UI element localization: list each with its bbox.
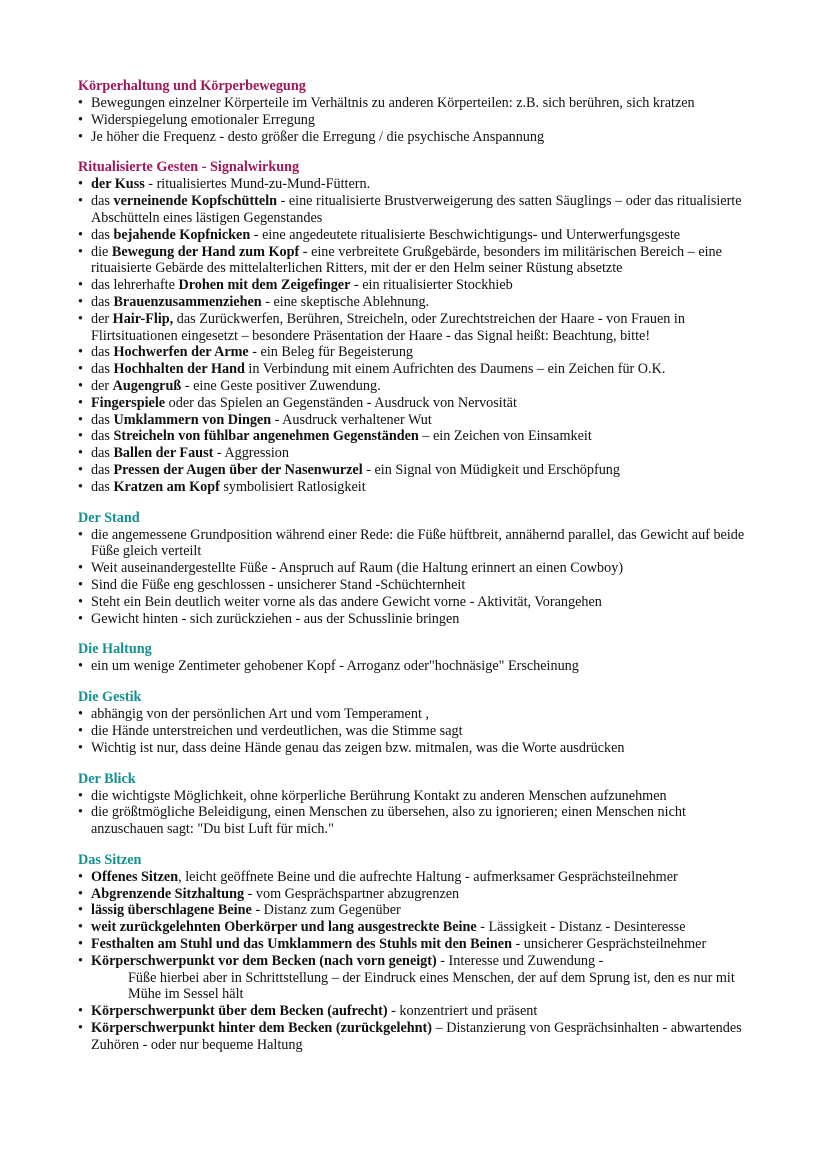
list-item: [78, 740, 750, 757]
item-text: Widerspiegelung emotionaler Erregung: [91, 111, 315, 128]
item-text: - eine angedeutete ritualisierte Beschwichtigungs- und Unterwerfungsgeste: [250, 226, 681, 243]
list-item: [78, 869, 750, 886]
item-text: der: [91, 310, 113, 327]
item-text: das: [91, 411, 114, 428]
item-text: - Interesse und Zuwendung -: [436, 952, 604, 969]
item-text: - ein Signal von Müdigkeit und Erschöpfung: [362, 461, 620, 478]
section: [78, 852, 750, 1054]
list-item: [78, 445, 750, 462]
list-item: [78, 919, 750, 936]
list-item: [78, 311, 750, 345]
bold-term: Offenes Sitzen: [91, 868, 179, 885]
item-text: das: [91, 478, 114, 495]
list-item: [78, 594, 750, 611]
section: [78, 159, 750, 495]
list-item: [78, 953, 750, 970]
item-text: symbolisiert Ratlosigkeit: [219, 478, 366, 495]
list-item: [78, 560, 750, 577]
item-text: Gewicht hinten - sich zurückziehen - aus der Schusslinie bringen: [91, 610, 460, 627]
item-text: ein um wenige Zentimeter gehobener Kopf - Arroganz oder"hochnäsige" Erscheinung: [91, 658, 579, 675]
item-text: die größtmögliche Beleidigung, einen Menschen zu übersehen, also zu ignorieren; einen Menschen nicht anzuschauen sagt: "Du bist Luft für mich.": [91, 804, 686, 838]
section-heading: Ritualisierte Gesten - Signalwirkung: [78, 159, 300, 176]
item-text: oder das Spielen an Gegenständen - Ausdruck von Nervosität: [165, 394, 517, 411]
list-item: [78, 804, 750, 838]
item-text: die Hände unterstreichen und verdeutlichen, was die Stimme sagt: [91, 722, 463, 739]
item-text: Sind die Füße eng geschlossen - unsicherer Stand -Schüchternheit: [91, 576, 466, 593]
item-text: - eine Geste positiver Zuwendung.: [181, 377, 381, 394]
bold-term: Pressen der Augen über der Nasenwurzel: [113, 461, 363, 478]
item-text: - Distanz zum Gegenüber: [251, 902, 401, 919]
item-text: Bewegungen einzelner Körperteile im Verhältnis zu anderen Körperteilen: z.B. sich berühren, sich kratzen: [91, 95, 695, 111]
item-text: Wichtig ist nur, dass deine Hände genau das zeigen bzw. mitmalen, was die Worte ausdrücken: [91, 739, 625, 756]
list-item: [78, 193, 750, 227]
item-text: das: [91, 361, 114, 378]
list-item: [78, 112, 750, 129]
bold-term: Festhalten am Stuhl und das Umklammern des Stuhls mit den Beinen: [91, 936, 512, 953]
bold-term: Ballen der Faust: [113, 445, 214, 462]
bold-term: weit zurückgelehnten Oberkörper und lang ausgestreckte Beine: [91, 919, 477, 936]
item-text: Weit auseinandergestellte Füße - Anspruch auf Raum (die Haltung erinnert an einen Cowboy): [91, 560, 624, 577]
bullet-list: [78, 176, 750, 495]
list-item: [78, 527, 750, 561]
section-heading: Das Sitzen: [78, 851, 142, 868]
item-text: Füße hierbei aber in Schrittstellung – der Eindruck eines Menschen, der auf dem Sprung ist, den es nur mit Mühe im Sessel hält: [128, 969, 735, 1003]
section-heading: Der Stand: [78, 509, 140, 526]
item-text: die: [91, 243, 112, 260]
item-text: - konzentriert und präsent: [387, 1003, 538, 1020]
item-text: das: [91, 344, 114, 361]
item-text: , leicht geöffnete Beine und die aufrechte Haltung - aufmerksamer Gesprächsteilnehmer: [178, 868, 678, 885]
item-text: - ritualisiertes Mund-zu-Mund-Füttern.: [144, 176, 371, 193]
item-text: - vom Gesprächspartner abzugrenzen: [244, 885, 460, 902]
list-item: [78, 361, 750, 378]
bold-term: Körperschwerpunkt hinter dem Becken (zurückgelehnt): [91, 1020, 433, 1037]
bold-term: Umklammern von Dingen: [113, 411, 272, 428]
item-text: - Lässigkeit - Distanz - Desinteresse: [476, 919, 686, 936]
section-heading: Der Blick: [78, 770, 136, 787]
bullet-list: [78, 869, 750, 1054]
list-item: [78, 936, 750, 953]
bold-term: Brauenzusammenziehen: [113, 293, 262, 310]
bold-term: Hochwerfen der Arme: [113, 344, 249, 361]
item-text: die wichtigste Möglichkeit, ohne körperliche Berührung Kontakt zu anderen Menschen aufzunehmen: [91, 787, 667, 804]
list-item: [78, 706, 750, 723]
bold-term: bejahende Kopfnicken: [113, 226, 251, 243]
bullet-list: [78, 788, 750, 838]
bold-term: Hair-Flip,: [112, 310, 174, 327]
bullet-list: [78, 706, 750, 756]
item-text: die angemessene Grundposition während einer Rede: die Füße hüftbreit, annähernd parallel, das Gewicht auf beide Füße gleich verteilt: [91, 526, 745, 560]
section: [78, 689, 750, 756]
list-item: [78, 129, 750, 146]
list-item: [78, 479, 750, 496]
bold-term: Bewegung der Hand zum Kopf: [111, 243, 300, 260]
list-item: [78, 577, 750, 594]
list-item: [78, 95, 750, 112]
item-text: das: [91, 428, 114, 445]
item-text: - eine verbreitete Grußgebärde, besonders im militärischen Bereich – eine rituaisierte Gebärde des mittelalterlichen Ritters, mit der er den Helm seiner Rüstung absetzte: [91, 243, 722, 277]
list-item: [78, 277, 750, 294]
item-text: das: [91, 461, 114, 478]
bold-term: Körperschwerpunkt vor dem Becken (nach vorn geneigt): [91, 952, 437, 969]
item-text: in Verbindung mit einem Aufrichten des Daumens – ein Zeichen für O.K.: [244, 361, 666, 378]
list-item: [78, 788, 750, 805]
section: [78, 510, 750, 628]
bold-term: Fingerspiele: [91, 394, 166, 411]
bullet-list: [78, 658, 750, 675]
item-text: – ein Zeichen von Einsamkeit: [418, 428, 592, 445]
list-item: [78, 227, 750, 244]
list-item: [78, 723, 750, 740]
item-text: - Ausdruck verhaltener Wut: [271, 411, 432, 428]
item-text: das lehrerhafte: [91, 277, 179, 294]
item-text: das: [91, 193, 114, 210]
bold-term: Körperschwerpunkt über dem Becken (aufrecht): [91, 1003, 388, 1020]
bold-term: Augengruß: [112, 377, 182, 394]
bold-term: Kratzen am Kopf: [113, 478, 220, 495]
item-text: Je höher die Frequenz - desto größer die Erregung / die psychische Anspannung: [91, 128, 545, 145]
list-item: [78, 1020, 750, 1054]
bold-term: verneinende Kopfschütteln: [113, 193, 278, 210]
item-text: abhängig von der persönlichen Art und vom Temperament ,: [91, 706, 429, 723]
item-text: der: [91, 377, 113, 394]
item-text: - ein ritualisierter Stockhieb: [350, 277, 513, 294]
list-item: [78, 462, 750, 479]
bold-term: lässig überschlagene Beine: [91, 902, 252, 919]
item-text: - unsicherer Gesprächsteilnehmer: [511, 936, 707, 953]
sub-list-item: [78, 970, 750, 1004]
item-text: Steht ein Bein deutlich weiter vorne als das andere Gewicht vorne - Aktivität, Vorangehen: [91, 593, 602, 610]
list-item: [78, 886, 750, 903]
list-item: [78, 395, 750, 412]
list-item: [78, 244, 750, 278]
section: [78, 78, 750, 145]
list-item: [78, 412, 750, 429]
section-heading: Die Haltung: [78, 641, 152, 658]
list-item: [78, 294, 750, 311]
bold-term: Drohen mit dem Zeigefinger: [178, 277, 351, 294]
section: [78, 771, 750, 838]
item-text: das: [91, 293, 114, 310]
section: [78, 641, 750, 675]
item-text: – Distanzierung von Gesprächsinhalten - abwartendes Zuhören - oder nur bequeme Haltung: [91, 1020, 742, 1053]
list-item: [78, 902, 750, 919]
section-heading: Körperhaltung und Körperbewegung: [78, 78, 306, 94]
list-item: [78, 176, 750, 193]
bold-term: Streicheln von fühlbar angenehmen Gegenständen: [113, 428, 419, 445]
bullet-list: [78, 95, 750, 145]
bullet-list: [78, 527, 750, 628]
list-item: [78, 378, 750, 395]
item-text: - eine ritualisierte Brustverweigerung des satten Säuglings – oder das ritualisierte Abschütteln eines lästigen Gegenstandes: [91, 193, 742, 226]
item-text: - eine skeptische Ablehnung.: [261, 293, 430, 310]
bold-term: Abgrenzende Sitzhaltung: [91, 885, 245, 902]
list-item: [78, 1003, 750, 1020]
list-item: [78, 344, 750, 361]
list-item: [78, 428, 750, 445]
item-text: - ein Beleg für Begeisterung: [248, 344, 414, 361]
document-body: [78, 78, 750, 1068]
bold-term: der Kuss: [91, 176, 145, 193]
item-text: - Aggression: [213, 445, 289, 462]
section-heading: Die Gestik: [78, 689, 142, 706]
bold-term: Hochhalten der Hand: [113, 361, 245, 378]
list-item: [78, 658, 750, 675]
item-text: das: [91, 445, 114, 462]
list-item: [78, 611, 750, 628]
item-text: das: [91, 226, 114, 243]
item-text: das Zurückwerfen, Berühren, Streicheln, oder Zurechtstreichen der Haare - von Frauen in Flirtsituationen eingesetzt – besondere Präsentation der Haare - das Signal heißt: Beachtung, bitte!: [91, 310, 685, 344]
